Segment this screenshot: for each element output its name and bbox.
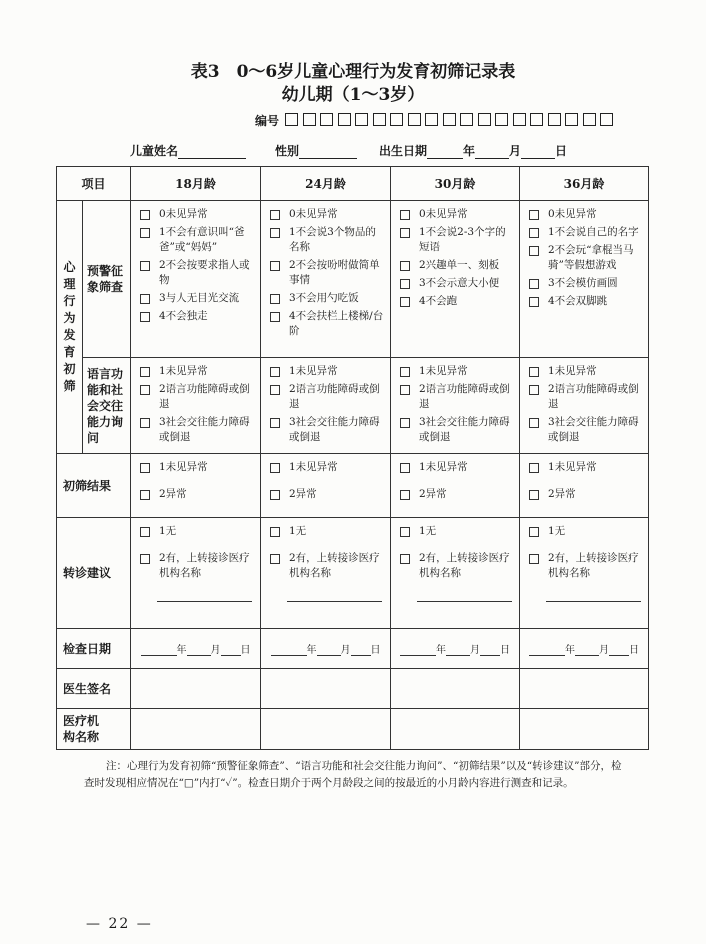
checkbox[interactable] (400, 418, 410, 428)
warning-36 (520, 201, 649, 358)
checkbox-option (140, 258, 256, 288)
checkbox[interactable] (270, 463, 280, 473)
date-blank[interactable] (400, 645, 436, 656)
date-unit-day: 日 (629, 645, 639, 656)
checkbox-option (529, 460, 644, 475)
checkbox-option (529, 551, 644, 581)
date-unit-month: 月 (470, 645, 480, 656)
checkbox-option (270, 415, 386, 445)
option-label: 2异常 (548, 488, 576, 500)
checkbox[interactable] (140, 228, 150, 238)
option-label: 2有，上转接诊医疗机构名称 (159, 552, 250, 579)
result-24 (261, 454, 391, 518)
option-label: 2异常 (419, 488, 447, 500)
checkbox[interactable] (529, 490, 539, 500)
serial-digit-box[interactable] (443, 113, 456, 126)
option-label: 2语言功能障碍或倒退 (159, 383, 250, 410)
warning-signs-label: 预警征象筛查 (83, 201, 131, 358)
checkbox-option (270, 364, 386, 379)
option-label: 0未见异常 (289, 208, 338, 220)
checkbox-option (140, 382, 256, 412)
option-label: 4不会扶栏上楼梯/台阶 (289, 310, 384, 337)
checkbox-option (529, 294, 644, 309)
language-social-row (57, 358, 649, 454)
option-label: 2有，上转接诊医疗机构名称 (289, 552, 380, 579)
checkbox-option (400, 364, 515, 379)
warning-24 (261, 201, 391, 358)
option-label: 2不会按吩咐做简单事情 (289, 259, 380, 286)
warning-30 (391, 201, 520, 358)
checkbox[interactable] (140, 527, 150, 537)
serial-label: 编号 (255, 114, 280, 128)
checkbox[interactable] (270, 312, 280, 322)
checkbox[interactable] (270, 228, 280, 238)
option-label: 2语言功能障碍或倒退 (548, 383, 639, 410)
checkbox-option (140, 309, 256, 324)
screening-table (56, 166, 649, 750)
date-blank[interactable] (575, 645, 599, 656)
serial-digit-box[interactable] (583, 113, 596, 126)
doctor-signature-36[interactable] (520, 669, 649, 709)
checkbox[interactable] (400, 527, 410, 537)
option-label: 2异常 (159, 488, 187, 500)
date-blank[interactable] (317, 645, 341, 656)
checkbox-option (140, 460, 256, 475)
date-unit-day: 日 (370, 645, 381, 656)
option-label: 0未见异常 (419, 208, 468, 220)
checkbox-option (270, 309, 386, 339)
serial-digit-box[interactable] (513, 113, 526, 126)
serial-digit-box[interactable] (408, 113, 421, 126)
checkbox[interactable] (140, 418, 150, 428)
birth-month-unit: 月 (509, 144, 522, 158)
date-unit-year: 年 (306, 645, 317, 656)
exam-date-row (57, 629, 649, 669)
checkbox-option (400, 551, 515, 581)
form-subtitle: 幼儿期（1～3岁） (281, 85, 425, 105)
option-label: 4不会双脚跳 (548, 295, 608, 307)
checkbox-option (270, 225, 386, 255)
birth-month-blank[interactable] (475, 146, 509, 159)
option-label: 1无 (548, 525, 566, 537)
checkbox[interactable] (529, 418, 539, 428)
date-unit-year: 年 (436, 645, 446, 656)
group-label: 心 理 行 为 发 育 初 筛 (63, 260, 76, 393)
checkbox[interactable] (529, 463, 539, 473)
checkbox-option (270, 487, 386, 502)
checkbox[interactable] (270, 294, 280, 304)
checkbox-option (270, 258, 386, 288)
checkbox-option (400, 276, 515, 291)
age-header-24: 24月龄 (261, 167, 391, 201)
checkbox[interactable] (140, 463, 150, 473)
screening-result-row (57, 454, 649, 518)
date-blank[interactable] (609, 645, 629, 656)
option-label: 2语言功能障碍或倒退 (419, 383, 510, 410)
referral-label: 转诊建议 (57, 518, 131, 629)
age-header-36: 36月龄 (520, 167, 649, 201)
institution-name-blank[interactable] (287, 589, 382, 602)
checkbox-option (529, 207, 644, 222)
checkbox-option (140, 225, 256, 255)
checkbox[interactable] (529, 527, 539, 537)
checkbox-option (529, 364, 644, 379)
exam-date-30[interactable] (391, 629, 520, 669)
serial-digit-box[interactable] (600, 113, 613, 126)
header-row (57, 167, 649, 201)
checkbox-option (270, 551, 386, 581)
result-36 (520, 454, 649, 518)
checkbox[interactable] (270, 490, 280, 500)
page-number: — 22 — (86, 916, 153, 932)
checkbox-option (400, 460, 515, 475)
serial-digit-box[interactable] (355, 113, 368, 126)
institution-row (57, 709, 649, 750)
checkbox-option (270, 382, 386, 412)
exam-date-label: 检查日期 (57, 629, 131, 669)
checkbox[interactable] (529, 385, 539, 395)
checkbox[interactable] (400, 367, 410, 377)
serial-digit-box[interactable] (303, 113, 316, 126)
date-unit-month: 月 (340, 645, 351, 656)
gender-field (275, 142, 357, 159)
serial-digit-box[interactable] (565, 113, 578, 126)
checkbox[interactable] (400, 554, 410, 564)
option-label: 1未见异常 (159, 461, 208, 473)
date-blank[interactable] (271, 645, 307, 656)
option-label: 3不会模仿画圆 (548, 277, 618, 289)
checkbox[interactable] (270, 385, 280, 395)
serial-digit-box[interactable] (390, 113, 403, 126)
option-label: 1未见异常 (289, 461, 338, 473)
option-label: 3社会交往能力障碍或倒退 (289, 416, 380, 443)
date-unit-year: 年 (176, 645, 187, 656)
exam-date-18[interactable] (131, 629, 261, 669)
birth-day-blank[interactable] (521, 146, 555, 159)
option-label: 2兴趣单一、刻板 (419, 259, 500, 271)
checkbox[interactable] (140, 261, 150, 271)
checkbox-option (140, 415, 256, 445)
checkbox-option (529, 276, 644, 291)
age-header-30: 30月龄 (391, 167, 520, 201)
checkbox[interactable] (400, 228, 410, 238)
checkbox[interactable] (529, 246, 539, 256)
option-label: 1未见异常 (548, 365, 597, 377)
checkbox[interactable] (529, 367, 539, 377)
screening-result-label: 初筛结果 (57, 454, 131, 518)
date-unit-day: 日 (500, 645, 510, 656)
checkbox[interactable] (529, 554, 539, 564)
institution-name-blank[interactable] (417, 589, 512, 602)
checkbox[interactable] (400, 279, 410, 289)
date-blank[interactable] (141, 645, 177, 656)
institution-name-blank[interactable] (157, 589, 252, 602)
option-label: 3不会用勺吃饭 (289, 292, 359, 304)
checkbox-option (270, 524, 386, 539)
date-blank[interactable] (351, 645, 371, 656)
checkbox-option (529, 524, 644, 539)
option-label: 3社会交往能力障碍或倒退 (159, 416, 250, 443)
gender-label: 性别 (275, 144, 300, 158)
language-18 (131, 358, 261, 454)
checkbox-option (400, 415, 515, 445)
checkbox-option (140, 524, 256, 539)
option-label: 2有，上转接诊医疗机构名称 (419, 552, 510, 579)
option-label: 1不会说3个物品的名称 (289, 226, 376, 253)
checkbox[interactable] (270, 527, 280, 537)
form-title: 表3 0～6岁儿童心理行为发育初筛记录表 (190, 62, 516, 82)
serial-digit-box[interactable] (425, 113, 438, 126)
option-label: 3社会交往能力障碍或倒退 (548, 416, 639, 443)
option-label: 3与人无目光交流 (159, 292, 240, 304)
checkbox-option (400, 258, 515, 273)
option-label: 1未见异常 (289, 365, 338, 377)
serial-digit-box[interactable] (530, 113, 543, 126)
option-label: 4不会跑 (419, 295, 458, 307)
institution-name-blank[interactable] (546, 589, 641, 602)
checkbox-option (270, 291, 386, 306)
doctor-signature-30[interactable] (391, 669, 520, 709)
doctor-signature-row (57, 669, 649, 709)
checkbox[interactable] (140, 312, 150, 322)
result-30 (391, 454, 520, 518)
checkbox[interactable] (400, 463, 410, 473)
checkbox[interactable] (140, 210, 150, 220)
doctor-signature-24[interactable] (261, 669, 391, 709)
option-label: 4不会独走 (159, 310, 208, 322)
option-label: 0未见异常 (548, 208, 597, 220)
option-label: 2异常 (289, 488, 317, 500)
checkbox[interactable] (140, 385, 150, 395)
checkbox-option (529, 487, 644, 502)
referral-36 (520, 518, 649, 629)
checkbox-option (400, 294, 515, 309)
birth-year-blank[interactable] (427, 146, 463, 159)
child-name-blank[interactable] (178, 146, 246, 159)
child-name-field (130, 142, 246, 159)
doctor-signature-18[interactable] (131, 669, 261, 709)
checkbox[interactable] (270, 367, 280, 377)
checkbox-option (529, 382, 644, 412)
serial-digit-box[interactable] (338, 113, 351, 126)
serial-digit-box[interactable] (460, 113, 473, 126)
checkbox[interactable] (140, 367, 150, 377)
birth-date-label: 出生日期 (379, 144, 428, 158)
checkbox[interactable] (400, 261, 410, 271)
serial-digit-box[interactable] (548, 113, 561, 126)
checkbox[interactable] (400, 297, 410, 307)
institution-30[interactable] (391, 709, 520, 750)
referral-24 (261, 518, 391, 629)
option-label: 1无 (159, 525, 177, 537)
option-label: 1未见异常 (419, 365, 468, 377)
birth-date-field (379, 142, 567, 159)
option-label: 3不会示意大小便 (419, 277, 500, 289)
serial-digit-box[interactable] (495, 113, 508, 126)
referral-30 (391, 518, 520, 629)
checkbox-option (400, 225, 515, 255)
option-label: 2不会按要求指人或物 (159, 259, 250, 286)
item-header: 项目 (57, 167, 131, 201)
date-unit-day: 日 (240, 645, 251, 656)
checkbox[interactable] (529, 297, 539, 307)
date-blank[interactable] (529, 645, 565, 656)
institution-18[interactable] (131, 709, 261, 750)
date-blank[interactable] (221, 645, 241, 656)
doctor-signature-label: 医生签名 (57, 669, 131, 709)
checkbox-option (529, 243, 644, 273)
institution-36[interactable] (520, 709, 649, 750)
language-36 (520, 358, 649, 454)
group-label-vertical (57, 201, 83, 454)
referral-row (57, 518, 649, 629)
warning-18 (131, 201, 261, 358)
option-label: 1不会说自己的名字 (548, 226, 639, 238)
exam-date-24[interactable] (261, 629, 391, 669)
checkbox[interactable] (140, 294, 150, 304)
date-blank[interactable] (187, 645, 211, 656)
option-label: 1无 (289, 525, 307, 537)
serial-digit-box[interactable] (373, 113, 386, 126)
option-label: 1未见异常 (159, 365, 208, 377)
option-label: 1不会说2-3个字的短语 (419, 226, 506, 253)
checkbox[interactable] (270, 418, 280, 428)
checkbox-option (270, 207, 386, 222)
date-blank[interactable] (446, 645, 470, 656)
footnote: 注：心理行为发育初筛“预警征象筛查”、“语言功能和社会交往能力询问”、“初筛结果”以及“转诊建议”部分，检查时发现相应情况在“□”内打“✓”。检查日期介于两个月龄段之间的按最近的小月龄内容进行测查和记录。 (84, 760, 622, 789)
checkbox[interactable] (400, 490, 410, 500)
institution-24[interactable] (261, 709, 391, 750)
option-label: 1无 (419, 525, 437, 537)
checkbox[interactable] (140, 554, 150, 564)
option-label: 3社会交往能力障碍或倒退 (419, 416, 510, 443)
language-30 (391, 358, 520, 454)
serial-digit-box[interactable] (285, 113, 298, 126)
institution-label: 医疗机构名称 (57, 709, 131, 750)
language-24 (261, 358, 391, 454)
checkbox-option (400, 524, 515, 539)
checkbox-option (400, 382, 515, 412)
checkbox[interactable] (529, 279, 539, 289)
option-label: 0未见异常 (159, 208, 208, 220)
serial-number-row (255, 112, 618, 129)
child-name-label: 儿童姓名 (130, 144, 179, 158)
checkbox[interactable] (140, 490, 150, 500)
language-social-label: 语言功能和社会交往能力询问 (83, 358, 131, 454)
checkbox[interactable] (270, 554, 280, 564)
birth-day-unit: 日 (555, 144, 568, 158)
checkbox-option (400, 207, 515, 222)
option-label: 2有，上转接诊医疗机构名称 (548, 552, 639, 579)
checkbox-option (529, 225, 644, 240)
checkbox[interactable] (529, 228, 539, 238)
date-unit-year: 年 (565, 645, 575, 656)
gender-blank[interactable] (299, 146, 357, 159)
date-unit-month: 月 (599, 645, 609, 656)
checkbox-option (270, 460, 386, 475)
exam-date-36[interactable] (520, 629, 649, 669)
option-label: 1未见异常 (548, 461, 597, 473)
checkbox[interactable] (270, 261, 280, 271)
checkbox[interactable] (529, 210, 539, 220)
serial-digit-box[interactable] (320, 113, 333, 126)
checkbox[interactable] (400, 210, 410, 220)
checkbox[interactable] (400, 385, 410, 395)
checkbox-option (140, 364, 256, 379)
checkbox-option (140, 487, 256, 502)
serial-digit-box[interactable] (478, 113, 491, 126)
date-blank[interactable] (480, 645, 500, 656)
option-label: 1未见异常 (419, 461, 468, 473)
option-label: 2不会玩“拿棍当马骑”等假想游戏 (548, 244, 634, 271)
option-label: 1不会有意识叫“爸爸”或“妈妈” (159, 226, 245, 253)
checkbox-option (529, 415, 644, 445)
birth-year-unit: 年 (463, 144, 476, 158)
date-unit-month: 月 (210, 645, 221, 656)
checkbox-option (140, 551, 256, 581)
option-label: 2语言功能障碍或倒退 (289, 383, 380, 410)
checkbox-option (140, 291, 256, 306)
result-18 (131, 454, 261, 518)
checkbox-option (140, 207, 256, 222)
warning-signs-row (57, 201, 649, 358)
checkbox-option (400, 487, 515, 502)
checkbox[interactable] (270, 210, 280, 220)
referral-18 (131, 518, 261, 629)
serial-boxes (285, 113, 618, 129)
age-header-18: 18月龄 (131, 167, 261, 201)
